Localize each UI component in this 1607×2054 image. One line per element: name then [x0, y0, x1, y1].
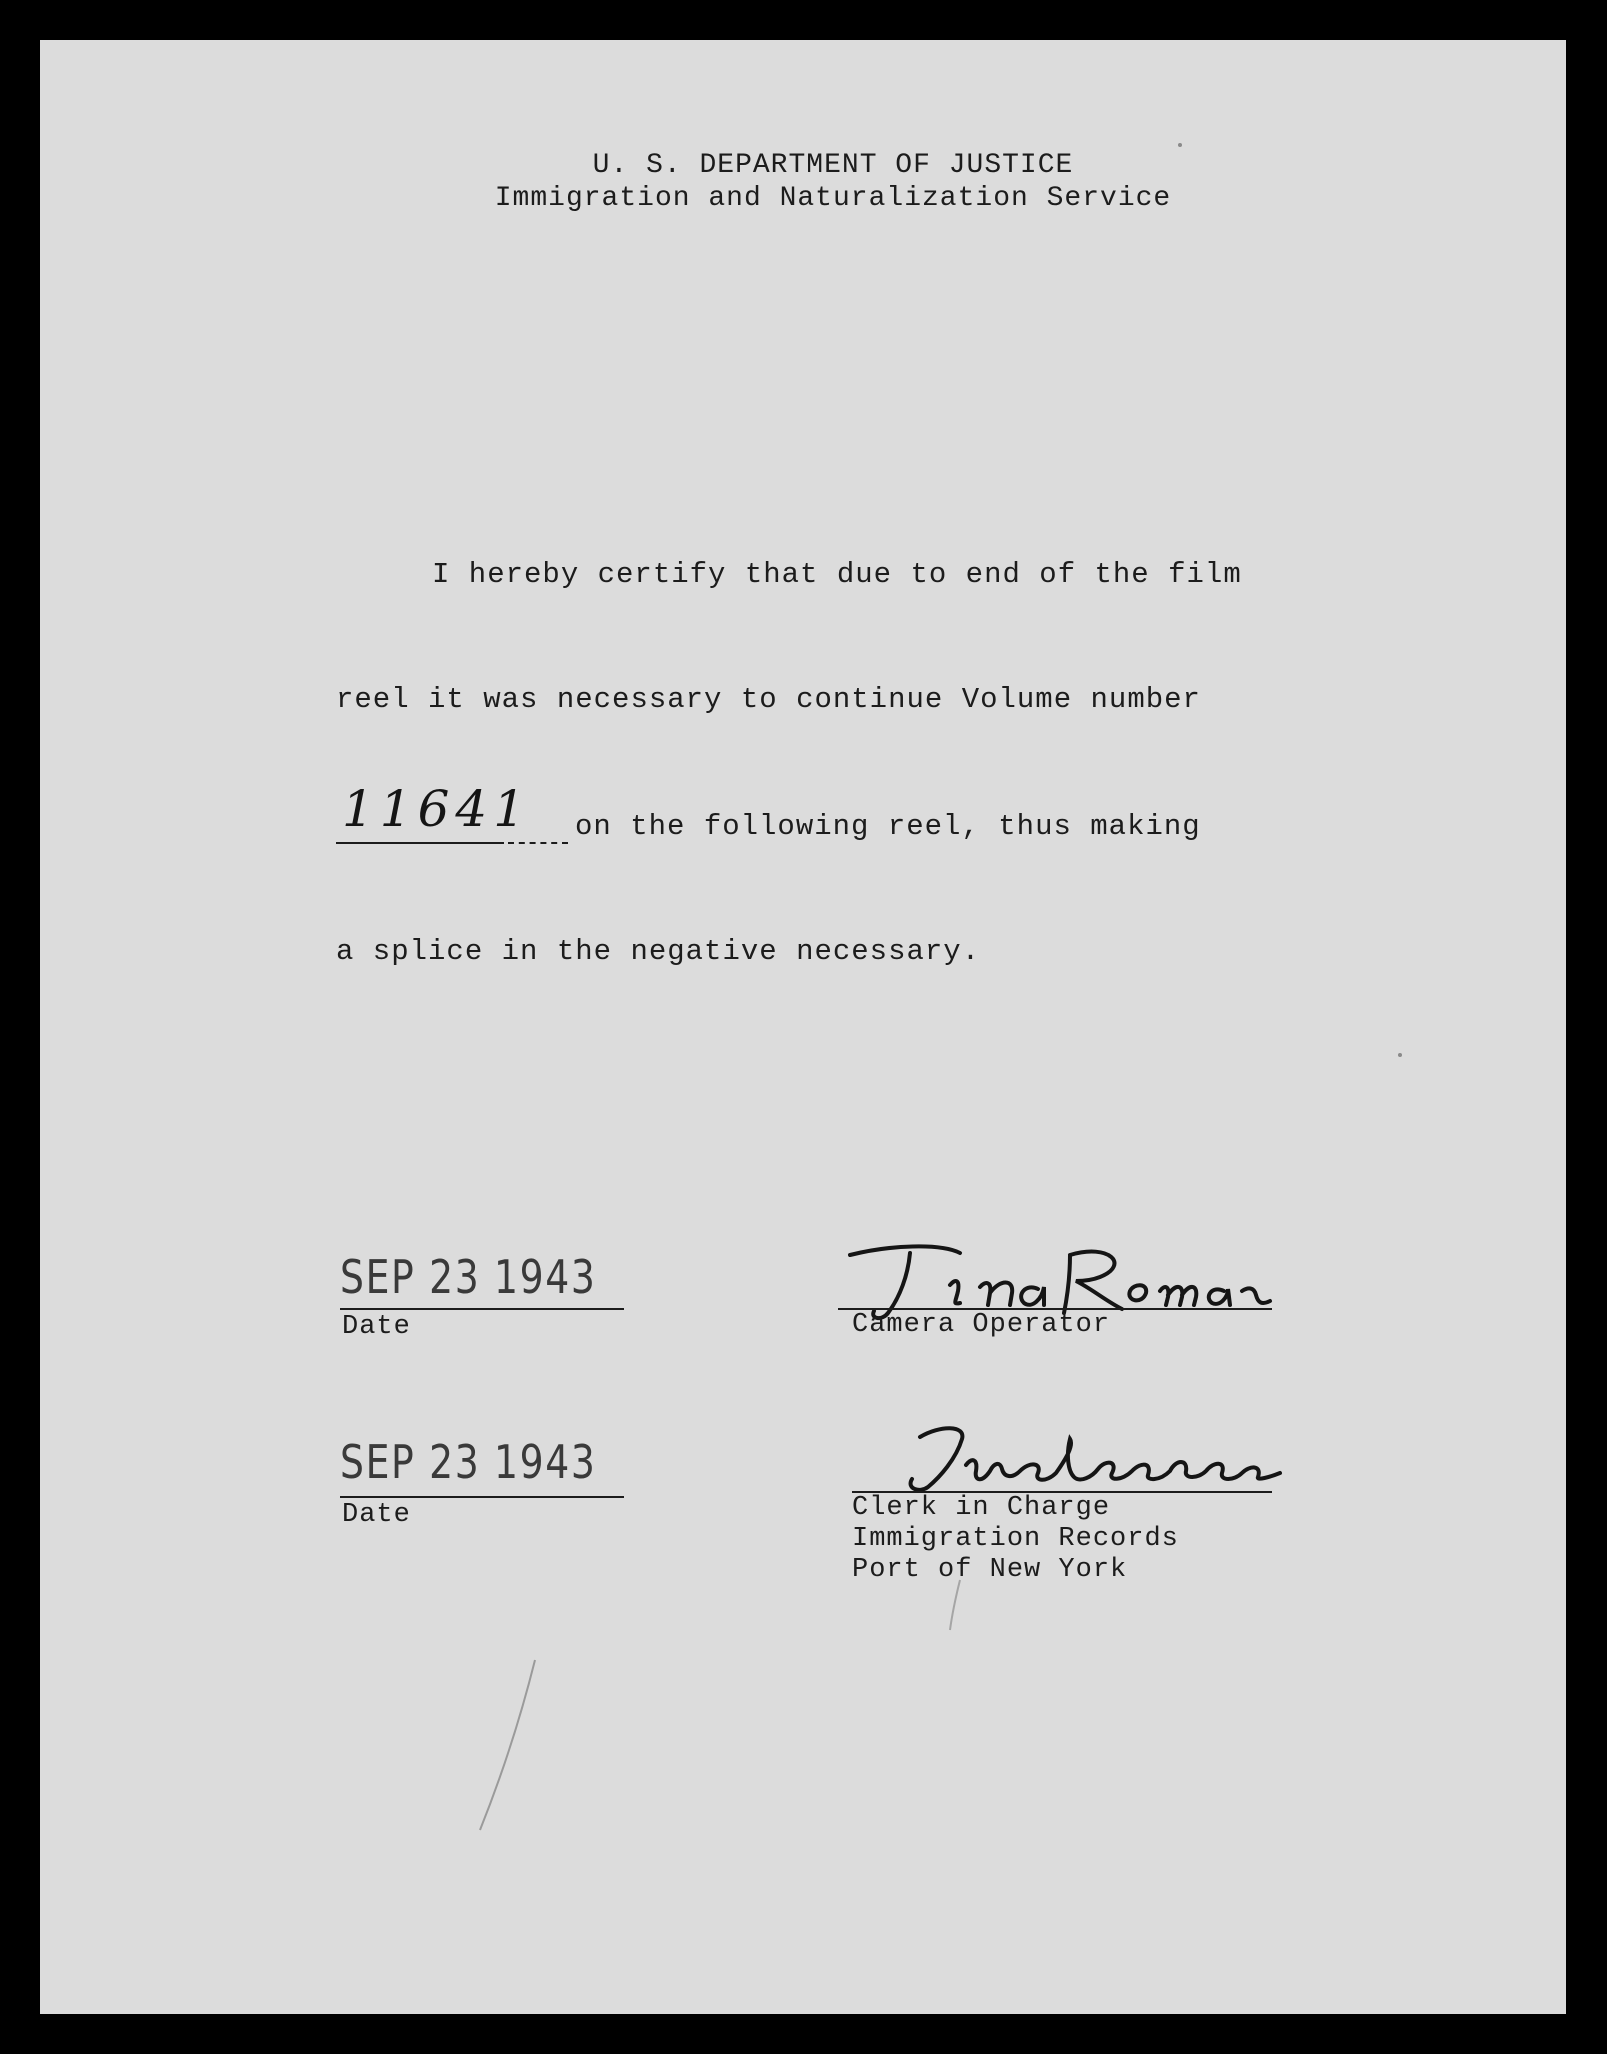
date-stamp-2: SEP 23 1943	[340, 1435, 597, 1489]
service-subtitle: Immigration and Naturalization Service	[494, 183, 1172, 214]
agency-title: U. S. DEPARTMENT OF JUSTICE	[592, 150, 1074, 181]
date-label-2: Date	[342, 1500, 411, 1530]
volume-number-handwritten: 11641	[342, 780, 532, 838]
certificate-line-3: on the following reel, thus making	[575, 810, 1201, 843]
document-sheet	[40, 40, 1566, 2014]
role-clerk-line-1: Clerk in Charge	[852, 1493, 1111, 1523]
certificate-line-2: reel it was necessary to continue Volume number	[336, 683, 1201, 716]
role-camera-operator: Camera Operator	[852, 1310, 1111, 1340]
film-scratch-marks	[40, 40, 1566, 2014]
certificate-line-4: a splice in the negative necessary.	[336, 935, 981, 968]
certificate-line-1: I hereby certify that due to end of the film	[432, 558, 1242, 591]
date-stamp-1: SEP 23 1943	[340, 1250, 597, 1304]
role-clerk-line-3: Port of New York	[852, 1555, 1128, 1585]
date-label-1: Date	[342, 1312, 411, 1342]
role-clerk-line-2: Immigration Records	[852, 1524, 1179, 1554]
